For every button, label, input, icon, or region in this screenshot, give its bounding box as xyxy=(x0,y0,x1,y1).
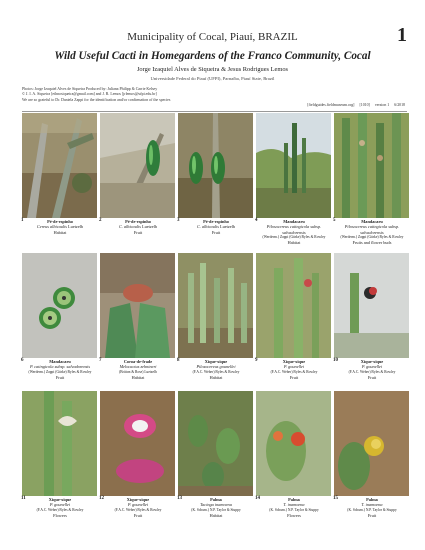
scientific-name: T. inamoena xyxy=(283,502,305,508)
species-photo-5 xyxy=(334,113,409,218)
species-authority: (F.A.C. Weber) Byles & Rowley xyxy=(114,507,162,512)
species-number: 9 xyxy=(255,358,258,363)
common-name: Pé-de-espinho xyxy=(125,219,151,224)
scientific-name: T. inamoena xyxy=(361,502,383,508)
common-name: Pé-de-espinho xyxy=(203,219,229,224)
page-number: 1 xyxy=(397,24,407,46)
species-photo-13 xyxy=(178,391,253,496)
species-photo-2 xyxy=(100,113,175,218)
common-name: Palma xyxy=(366,497,378,502)
guide-site: [fieldguides.fieldmuseum.org] xyxy=(307,103,355,107)
common-name: Palma xyxy=(210,497,222,502)
common-name: Xique-xique xyxy=(360,359,384,364)
species-number: 6 xyxy=(21,358,24,363)
common-name: Mandacaru xyxy=(283,219,305,224)
plant-part: Fruit xyxy=(55,374,65,380)
plant-part: Fruit xyxy=(211,229,221,235)
scientific-name: Tacinga inamoena xyxy=(200,502,232,508)
common-name: Xique-xique xyxy=(282,359,306,364)
credits-thanks: We are so grateful to Dr. Daniela Zappi for the identification and/or confirmation of the species xyxy=(22,97,171,102)
species-authority: (K. Schum.) N.P. Taylor & Stuppy xyxy=(269,507,319,512)
species-authority: (F.A.C. Weber) Byles & Rowley xyxy=(270,369,318,374)
species-number: 14 xyxy=(255,496,260,501)
common-name: Palma xyxy=(288,497,300,502)
plant-part: Fruit xyxy=(133,229,143,235)
scientific-name: P. gounellei xyxy=(283,364,305,370)
plant-part: Habitat xyxy=(209,374,223,380)
scientific-name: Pilosocereus gounellei xyxy=(196,364,236,370)
scientific-name: Melocactus zehntneri xyxy=(119,364,157,370)
credits-copyright: © J. I. A. Siqueira [ethnosiqueira@gmail.com] and J. R. Lemos [jrlemos@ufpi.edu.br] xyxy=(22,92,157,97)
page-title: Wild Useful Cacti in Homegardens of the Franco Community, Cocal xyxy=(54,50,371,62)
scientific-name: Cereus albicaulis Luetzelb xyxy=(36,224,84,230)
species-photo-14 xyxy=(256,391,331,496)
plant-part: Fruit xyxy=(367,512,377,518)
species-authority: (F.A.C. Weber) Byles & Rowley xyxy=(348,369,396,374)
species-authority: (K. Schum.) N.P. Taylor & Stuppy xyxy=(347,507,397,512)
scientific-name: C. albicaulis Luetzelb xyxy=(196,224,236,230)
species-number: 7 xyxy=(99,358,102,363)
species-number: 15 xyxy=(333,496,338,501)
species-photo-11 xyxy=(22,391,97,496)
species-number: 13 xyxy=(177,496,182,501)
common-name: Xique-xique xyxy=(48,497,72,502)
species-authority: (Werderm.) Zappi (Gürke) Byles & Rowley xyxy=(28,369,92,374)
species-caption-1 xyxy=(21,219,99,235)
species-number: 1 xyxy=(21,218,24,223)
species-photo-3 xyxy=(178,113,253,218)
species-caption-9 xyxy=(255,359,333,380)
species-number: 10 xyxy=(333,358,338,363)
species-photo-15 xyxy=(334,391,409,496)
common-name: Xique-xique xyxy=(126,497,150,502)
species-number: 11 xyxy=(21,496,26,501)
scientific-name: Pilosocereus catingicola subsp. salvadorensis xyxy=(266,224,322,235)
plant-part: Habitat xyxy=(287,240,301,246)
plant-part: Fruit xyxy=(367,374,377,380)
common-name: Pé-de-espinho xyxy=(47,219,73,224)
species-authority: (Werderm.) Zappi (Gürke) Byles & Rowley xyxy=(340,234,404,239)
plant-part: Flowers xyxy=(53,512,67,518)
common-name: Mandacaru xyxy=(361,219,383,224)
guide-id: [1010] xyxy=(359,103,370,107)
species-caption-3 xyxy=(177,219,255,235)
species-photo-12 xyxy=(100,391,175,496)
species-number: 4 xyxy=(255,218,258,223)
plant-part: Flowers xyxy=(287,512,301,518)
species-caption-10 xyxy=(333,359,411,380)
plant-part: Fruit xyxy=(133,512,143,518)
common-name: Mandacaru xyxy=(49,359,71,364)
species-caption-12 xyxy=(99,497,177,518)
species-caption-5 xyxy=(333,219,411,245)
guide-meta xyxy=(303,103,405,107)
header-place: Municipality of Cocal, Piauí, BRAZIL xyxy=(127,31,298,43)
plant-part: Habitat xyxy=(209,512,223,518)
affiliation: Universidade Federal do Piauí (UFPI), Parnaíba, Piauí State, Brazil xyxy=(150,76,275,81)
species-caption-6 xyxy=(21,359,99,380)
common-name: Xique-xique xyxy=(204,359,228,364)
credits-photos: Photos: Jorge Izaquiel Alves de Siqueira Produced by: Juliana Philipp & Carrie Kelsey xyxy=(22,87,158,91)
plant-part: Fruit xyxy=(289,374,299,380)
species-photo-9 xyxy=(256,253,331,358)
species-number: 2 xyxy=(99,218,102,223)
header-divider xyxy=(22,111,407,112)
guide-date: 6/2018 xyxy=(394,103,405,107)
plant-part: Habitat xyxy=(131,374,145,380)
species-authority: (F.A.C. Weber) Byles & Rowley xyxy=(192,369,240,374)
species-caption-13 xyxy=(177,497,255,518)
authors: Jorge Izaquiel Alves de Siqueira & Jesus Rodrigues Lemos xyxy=(136,66,289,73)
species-photo-10 xyxy=(334,253,409,358)
species-authority: (K. Schum.) N.P. Taylor & Stuppy xyxy=(191,507,241,512)
species-photo-6 xyxy=(22,253,97,358)
species-caption-14 xyxy=(255,497,333,518)
species-authority: (Werderm.) Zappi (Gürke) Byles & Rowley xyxy=(262,234,326,239)
common-name: Coroa-de-frade xyxy=(123,359,153,364)
species-photo-7 xyxy=(100,253,175,358)
scientific-name: C. albicaulis Luetzelb xyxy=(118,224,158,230)
species-caption-8 xyxy=(177,359,255,380)
species-authority: (Britton & Rose) Luetzelb xyxy=(119,369,157,374)
species-caption-15 xyxy=(333,497,411,518)
species-number: 3 xyxy=(177,218,180,223)
species-authority: (F.A.C. Weber) Byles & Rowley xyxy=(36,507,84,512)
species-photo-8 xyxy=(178,253,253,358)
species-number: 5 xyxy=(333,218,336,223)
species-number: 8 xyxy=(177,358,180,363)
species-photo-4 xyxy=(256,113,331,218)
scientific-name: P. gounellei xyxy=(361,364,383,370)
scientific-name: P. gounellei xyxy=(127,502,149,508)
species-caption-2 xyxy=(99,219,177,235)
guide-version: version 1 xyxy=(374,103,390,107)
species-caption-7 xyxy=(99,359,177,380)
species-caption-4 xyxy=(255,219,333,245)
plant-part: Fruits and flower buds xyxy=(352,240,392,246)
credits xyxy=(22,87,322,103)
scientific-name: P. gounellei xyxy=(49,502,71,508)
scientific-name: Pilosocereus catingicola subsp. salvadorensis xyxy=(344,224,400,235)
species-number: 12 xyxy=(99,496,104,501)
plant-part: Habitat xyxy=(53,229,67,235)
scientific-name: P. catingicola subsp. salvadorensis xyxy=(29,364,91,370)
species-photo-1 xyxy=(22,113,97,218)
species-caption-11 xyxy=(21,497,99,518)
